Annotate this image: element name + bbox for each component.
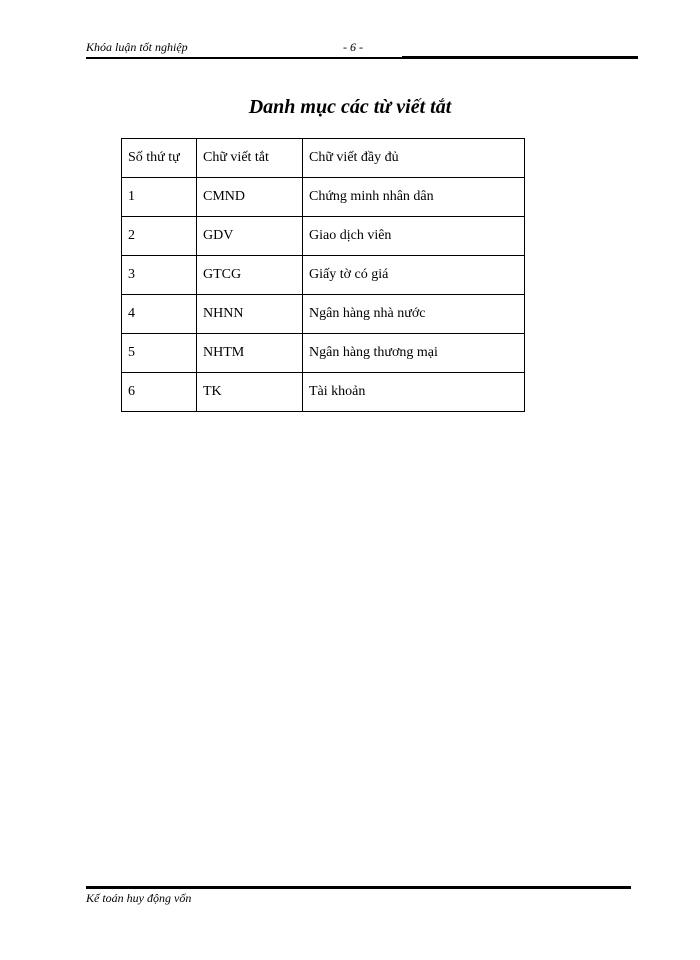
table-row [122, 217, 525, 256]
header-divider-thick [402, 56, 638, 59]
cell-index: 3 [122, 256, 197, 295]
cell-full-form: Ngân hàng nhà nước [303, 295, 525, 334]
header-cell-index: Số thứ tự [122, 139, 197, 178]
cell-abbreviation: NHNN [197, 295, 303, 334]
cell-full-form: Giấy tờ có giá [303, 256, 525, 295]
cell-abbreviation: CMND [197, 178, 303, 217]
table-row [122, 373, 525, 412]
cell-full-form: Chứng minh nhân dân [303, 178, 525, 217]
cell-index: 4 [122, 295, 197, 334]
table-row [122, 178, 525, 217]
table-header-row [122, 139, 525, 178]
cell-full-form: Tài khoản [303, 373, 525, 412]
cell-index: 5 [122, 334, 197, 373]
page-title: Danh mục các từ viết tắt [248, 96, 452, 118]
header-cell-abbreviation: Chữ viết tắt [197, 139, 303, 178]
header-cell-full-form: Chữ viết đầy đủ [303, 139, 525, 178]
footer-divider [86, 886, 631, 889]
abbreviations-table [121, 138, 525, 412]
footer-document-subject: Kế toán huy động vốn [86, 891, 192, 905]
table-row [122, 334, 525, 373]
table-row [122, 295, 525, 334]
header-page-number: - 6 - [343, 40, 363, 54]
cell-full-form: Ngân hàng thương mại [303, 334, 525, 373]
cell-index: 1 [122, 178, 197, 217]
cell-index: 2 [122, 217, 197, 256]
cell-abbreviation: NHTM [197, 334, 303, 373]
table-row [122, 256, 525, 295]
header-document-title: Khóa luận tốt nghiệp [86, 40, 188, 54]
cell-index: 6 [122, 373, 197, 412]
cell-full-form: Giao dịch viên [303, 217, 525, 256]
cell-abbreviation: GDV [197, 217, 303, 256]
cell-abbreviation: TK [197, 373, 303, 412]
cell-abbreviation: GTCG [197, 256, 303, 295]
